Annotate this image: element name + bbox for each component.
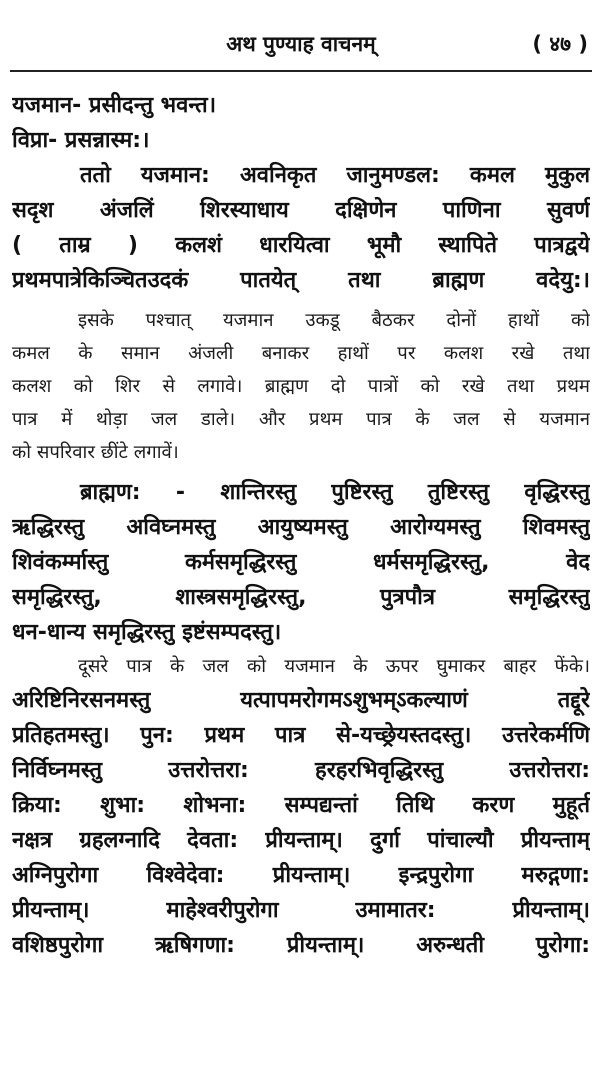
header-rule <box>10 70 592 72</box>
text-line: क्रिया: शुभा: शोभना: सम्पद्यन्तां तिथि करण मुहूर्त <box>12 793 590 818</box>
text-line: ऋद्धिरस्तु अविघ्नमस्तु आयुष्यमस्तु आरोग्यमस्तु शिवमस्तु <box>12 515 590 540</box>
hindi-line: दूसरे पात्र के जल को यजमान के ऊपर घुमाकर बाहर फेंके। <box>78 656 590 677</box>
page-header <box>10 26 592 66</box>
hindi-line: पात्र में थोड़ा जल डाले। और प्रथम पात्र के जल से यजमान <box>12 409 590 430</box>
text-line: प्रतिहतमस्तु। पुन: प्रथम पात्र से-यच्छ्रेयस्तदस्तु। उत्तरेकर्मणि <box>12 723 590 748</box>
text-line: शिवंकर्म्मास्तु कर्मसमृद्धिरस्तु धर्मसमृद्धिरस्तु, वेद <box>12 550 590 575</box>
text-line: समृद्धिरस्तु, शास्त्रसमृद्धिरस्तु, पुत्रपौत्र समृद्धिरस्तु <box>12 585 590 610</box>
text-line: विप्रा- प्रसन्नास्म:। <box>12 128 150 153</box>
text-line: ततो यजमान: अवनिकृत जानुमण्डल: कमल मुकुल <box>80 163 590 188</box>
text-line: निर्विघ्नमस्तु उत्तरोत्तरा: हरहरभिवृद्धिरस्तु उत्तरोत्तरा: <box>12 758 590 783</box>
hindi-line: इसके पश्चात् यजमान उकडू बैठकर दोनों हाथों को <box>78 310 590 331</box>
hindi-line: को सपरिवार छींटे लगावें। <box>12 442 179 463</box>
text-line: धन-धान्य समृद्धिरस्तु इष्टंसम्पदस्तु। <box>12 620 282 645</box>
text-line: सदृश अंजलिं शिरस्याधाय दक्षिणेन पाणिना सुवर्ण <box>12 198 590 223</box>
page-number: ( ४७ ) <box>532 32 588 56</box>
hindi-line: कलश को शिर से लगावे। ब्राह्मण दो पात्रों को रखे तथा प्रथम <box>12 376 590 397</box>
text-line: नक्षत्र ग्रहलग्नादि देवता: प्रीयन्ताम्। दुर्गा पांचाल्यौ प्रीयन्ताम् <box>12 828 590 853</box>
text-line: प्रथमपात्रेकिञ्चितउदकं पातयेत् तथा ब्राह्मण वदेयु:। <box>12 268 590 293</box>
text-line: यजमान- प्रसीदन्तु भवन्त। <box>12 93 217 118</box>
hindi-line: कमल के समान अंजली बनाकर हाथों पर कलश रखे तथा <box>12 343 590 364</box>
text-line: ( ताम्र ) कलशं धारयित्वा भूमौ स्थापिते पात्रद्वये <box>12 233 590 258</box>
text-line: अग्निपुरोगा विश्वेदेवा: प्रीयन्ताम्। इन्द्रपुरोगा मरुद्गणा: <box>12 863 590 888</box>
text-line: वशिष्ठपुरोगा ऋषिगणा: प्रीयन्ताम्। अरुन्धती पुरोगा: <box>12 933 590 958</box>
text-line: अरिष्टिनिरसनमस्तु यत्पापमरोगमऽशुभम्ऽकल्याणं तद्दूरे <box>12 688 590 713</box>
text-line: ब्राह्मण: - शान्तिरस्तु पुष्टिरस्तु तुष्टिरस्तु वृद्धिरस्तु <box>80 480 590 505</box>
text-line: प्रीयन्ताम्। माहेश्वरीपुरोगा उमामातर: प्रीयन्ताम्। <box>12 898 590 923</box>
chapter-title: अथ पुण्याह वाचनम् <box>226 32 376 56</box>
page-body <box>12 88 590 963</box>
